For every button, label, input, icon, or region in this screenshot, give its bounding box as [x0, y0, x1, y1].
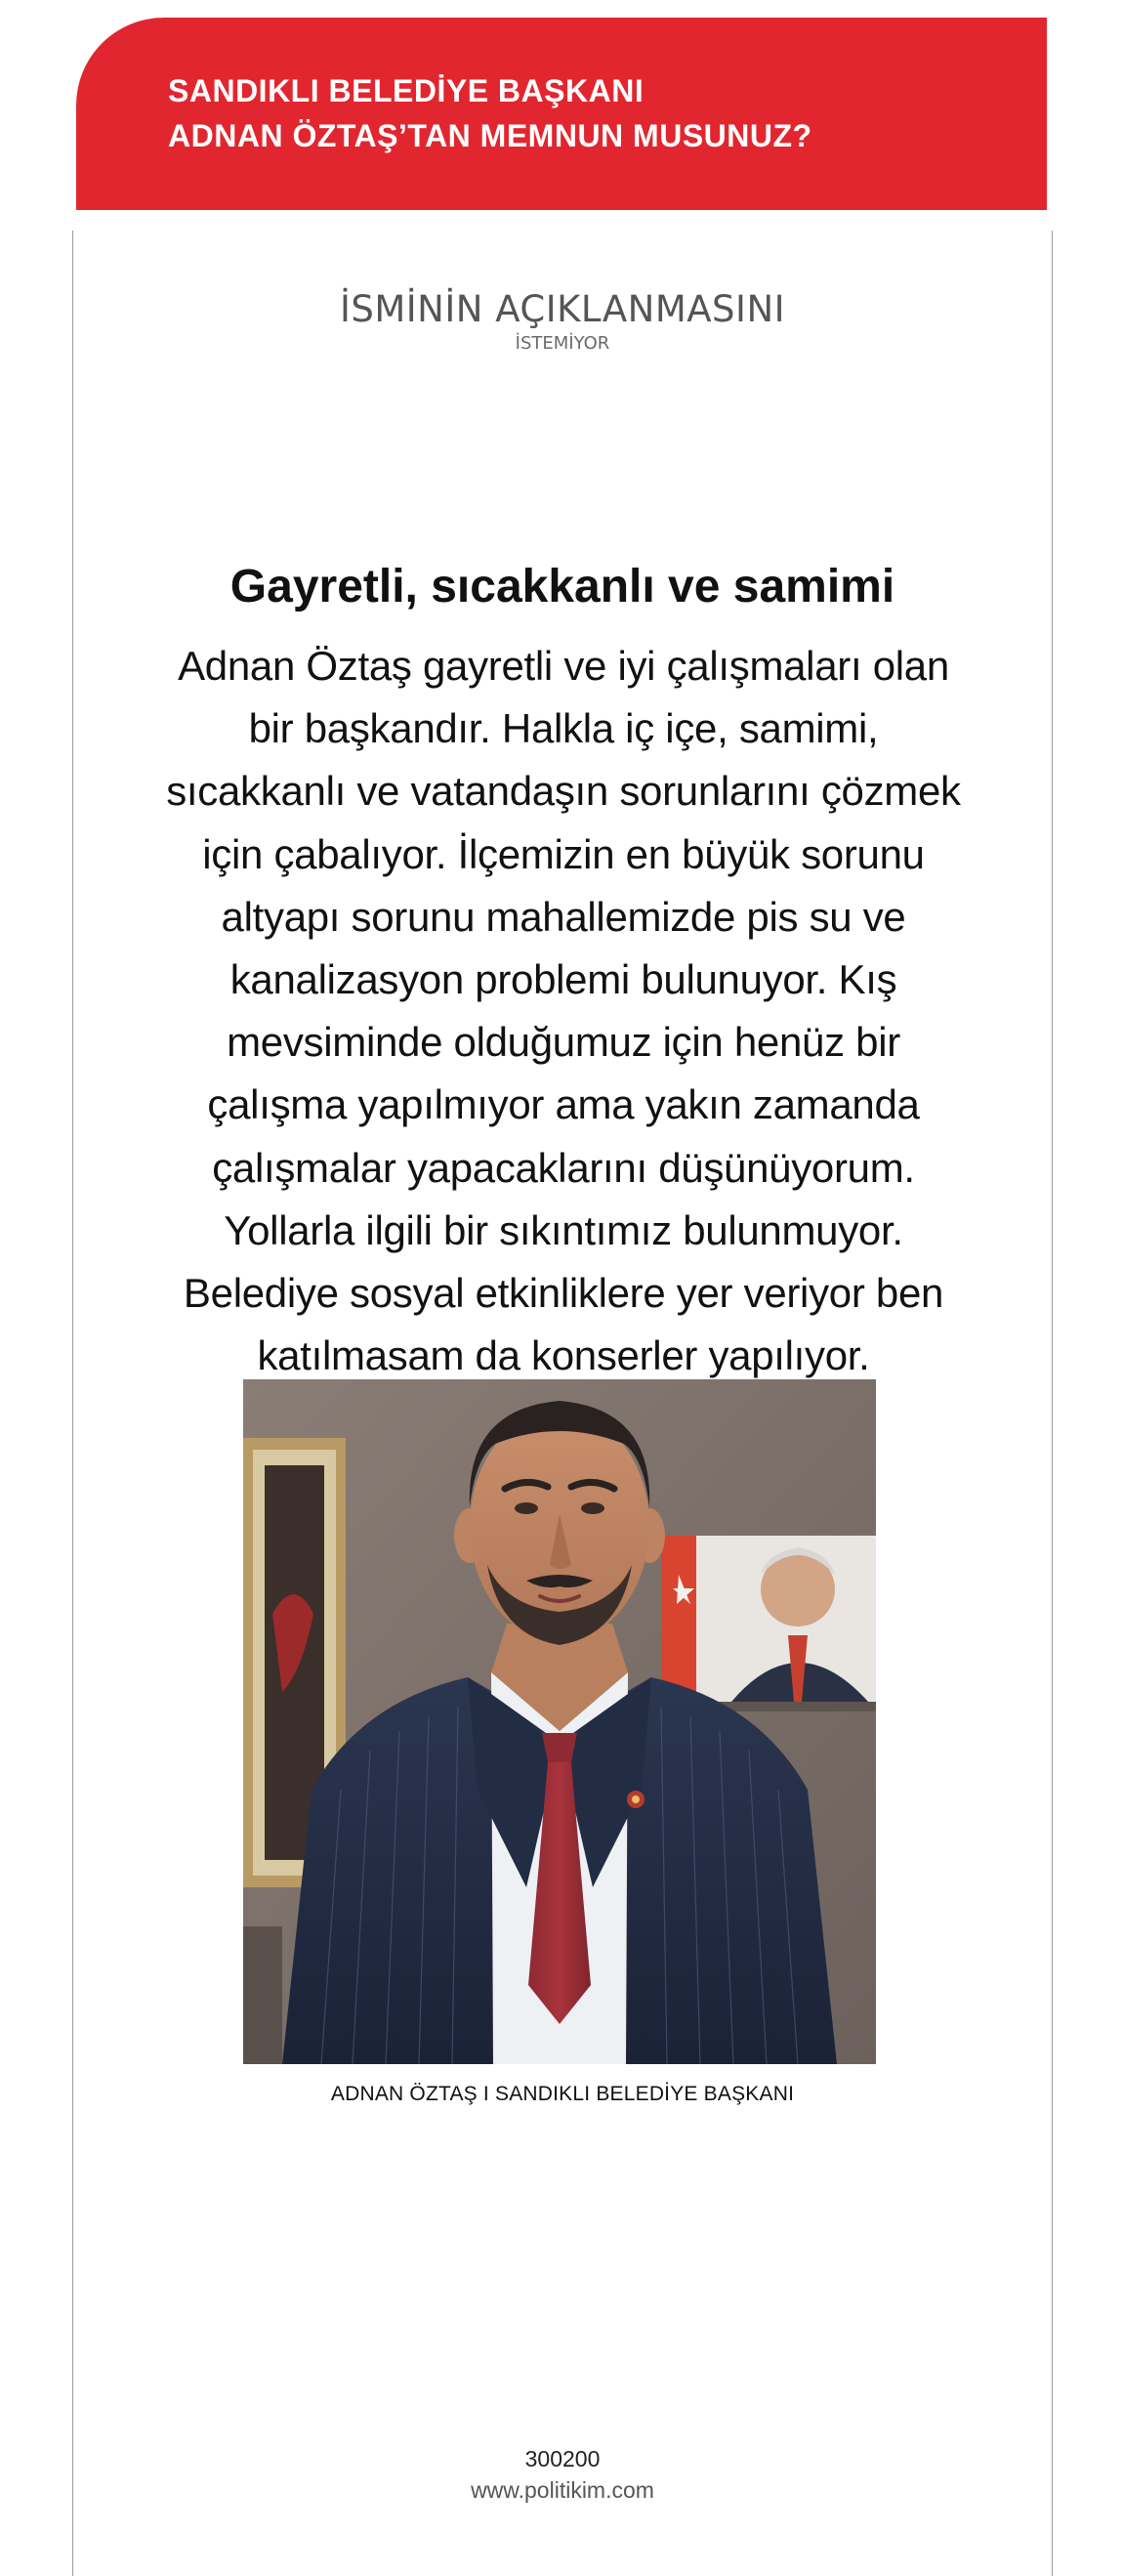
mayor-portrait-illustration [243, 1379, 876, 2064]
respondent-block [73, 287, 1052, 356]
article-headline: Gayretli, sıcakkanlı ve samimi [229, 561, 895, 612]
header-banner [76, 18, 1047, 210]
respondent-name: İSMİNİN AÇIKLANMASINI [339, 288, 786, 330]
respondent-subtitle: İSTEMİYOR [515, 333, 610, 354]
header-title-line-1: SANDIKLI BELEDİYE BAŞKANI [168, 73, 645, 108]
photo-caption: ADNAN ÖZTAŞ I SANDIKLI BELEDİYE BAŞKANI [330, 2083, 795, 2105]
article-panel [72, 231, 1053, 2576]
footer-website-link[interactable]: www.politikim.com [471, 2477, 654, 2503]
article-body: Adnan Öztaş gayretli ve iyi çalışmaları olan bir başkandır. Halkla iç içe, samimi, sıcakkanlı ve vatandaşın sorunlarını çözmek için çabalıyor. İlçemizin en büyük sorunu altyapı sorunu mahallemizde pis su ve kanalizasyon problemi bulunuyor. Kış mevsiminde olduğumuz için henüz bir çalışma yapılmıyor ama yakın zamanda çalışmalar yapacaklarını düşünüyorum. Yollarla ilgili bir sıkıntımız bulunmuyor. Belediye sosyal etkinliklere yer veriyor ben katılmasam da konserler yapılıyor. [166, 643, 961, 1379]
mayor-photo [243, 1379, 876, 2064]
footer-code: 300200 [524, 2446, 601, 2471]
header-title-line-2: ADNAN ÖZTAŞ’TAN MEMNUN MUSUNUZ? [168, 118, 812, 153]
